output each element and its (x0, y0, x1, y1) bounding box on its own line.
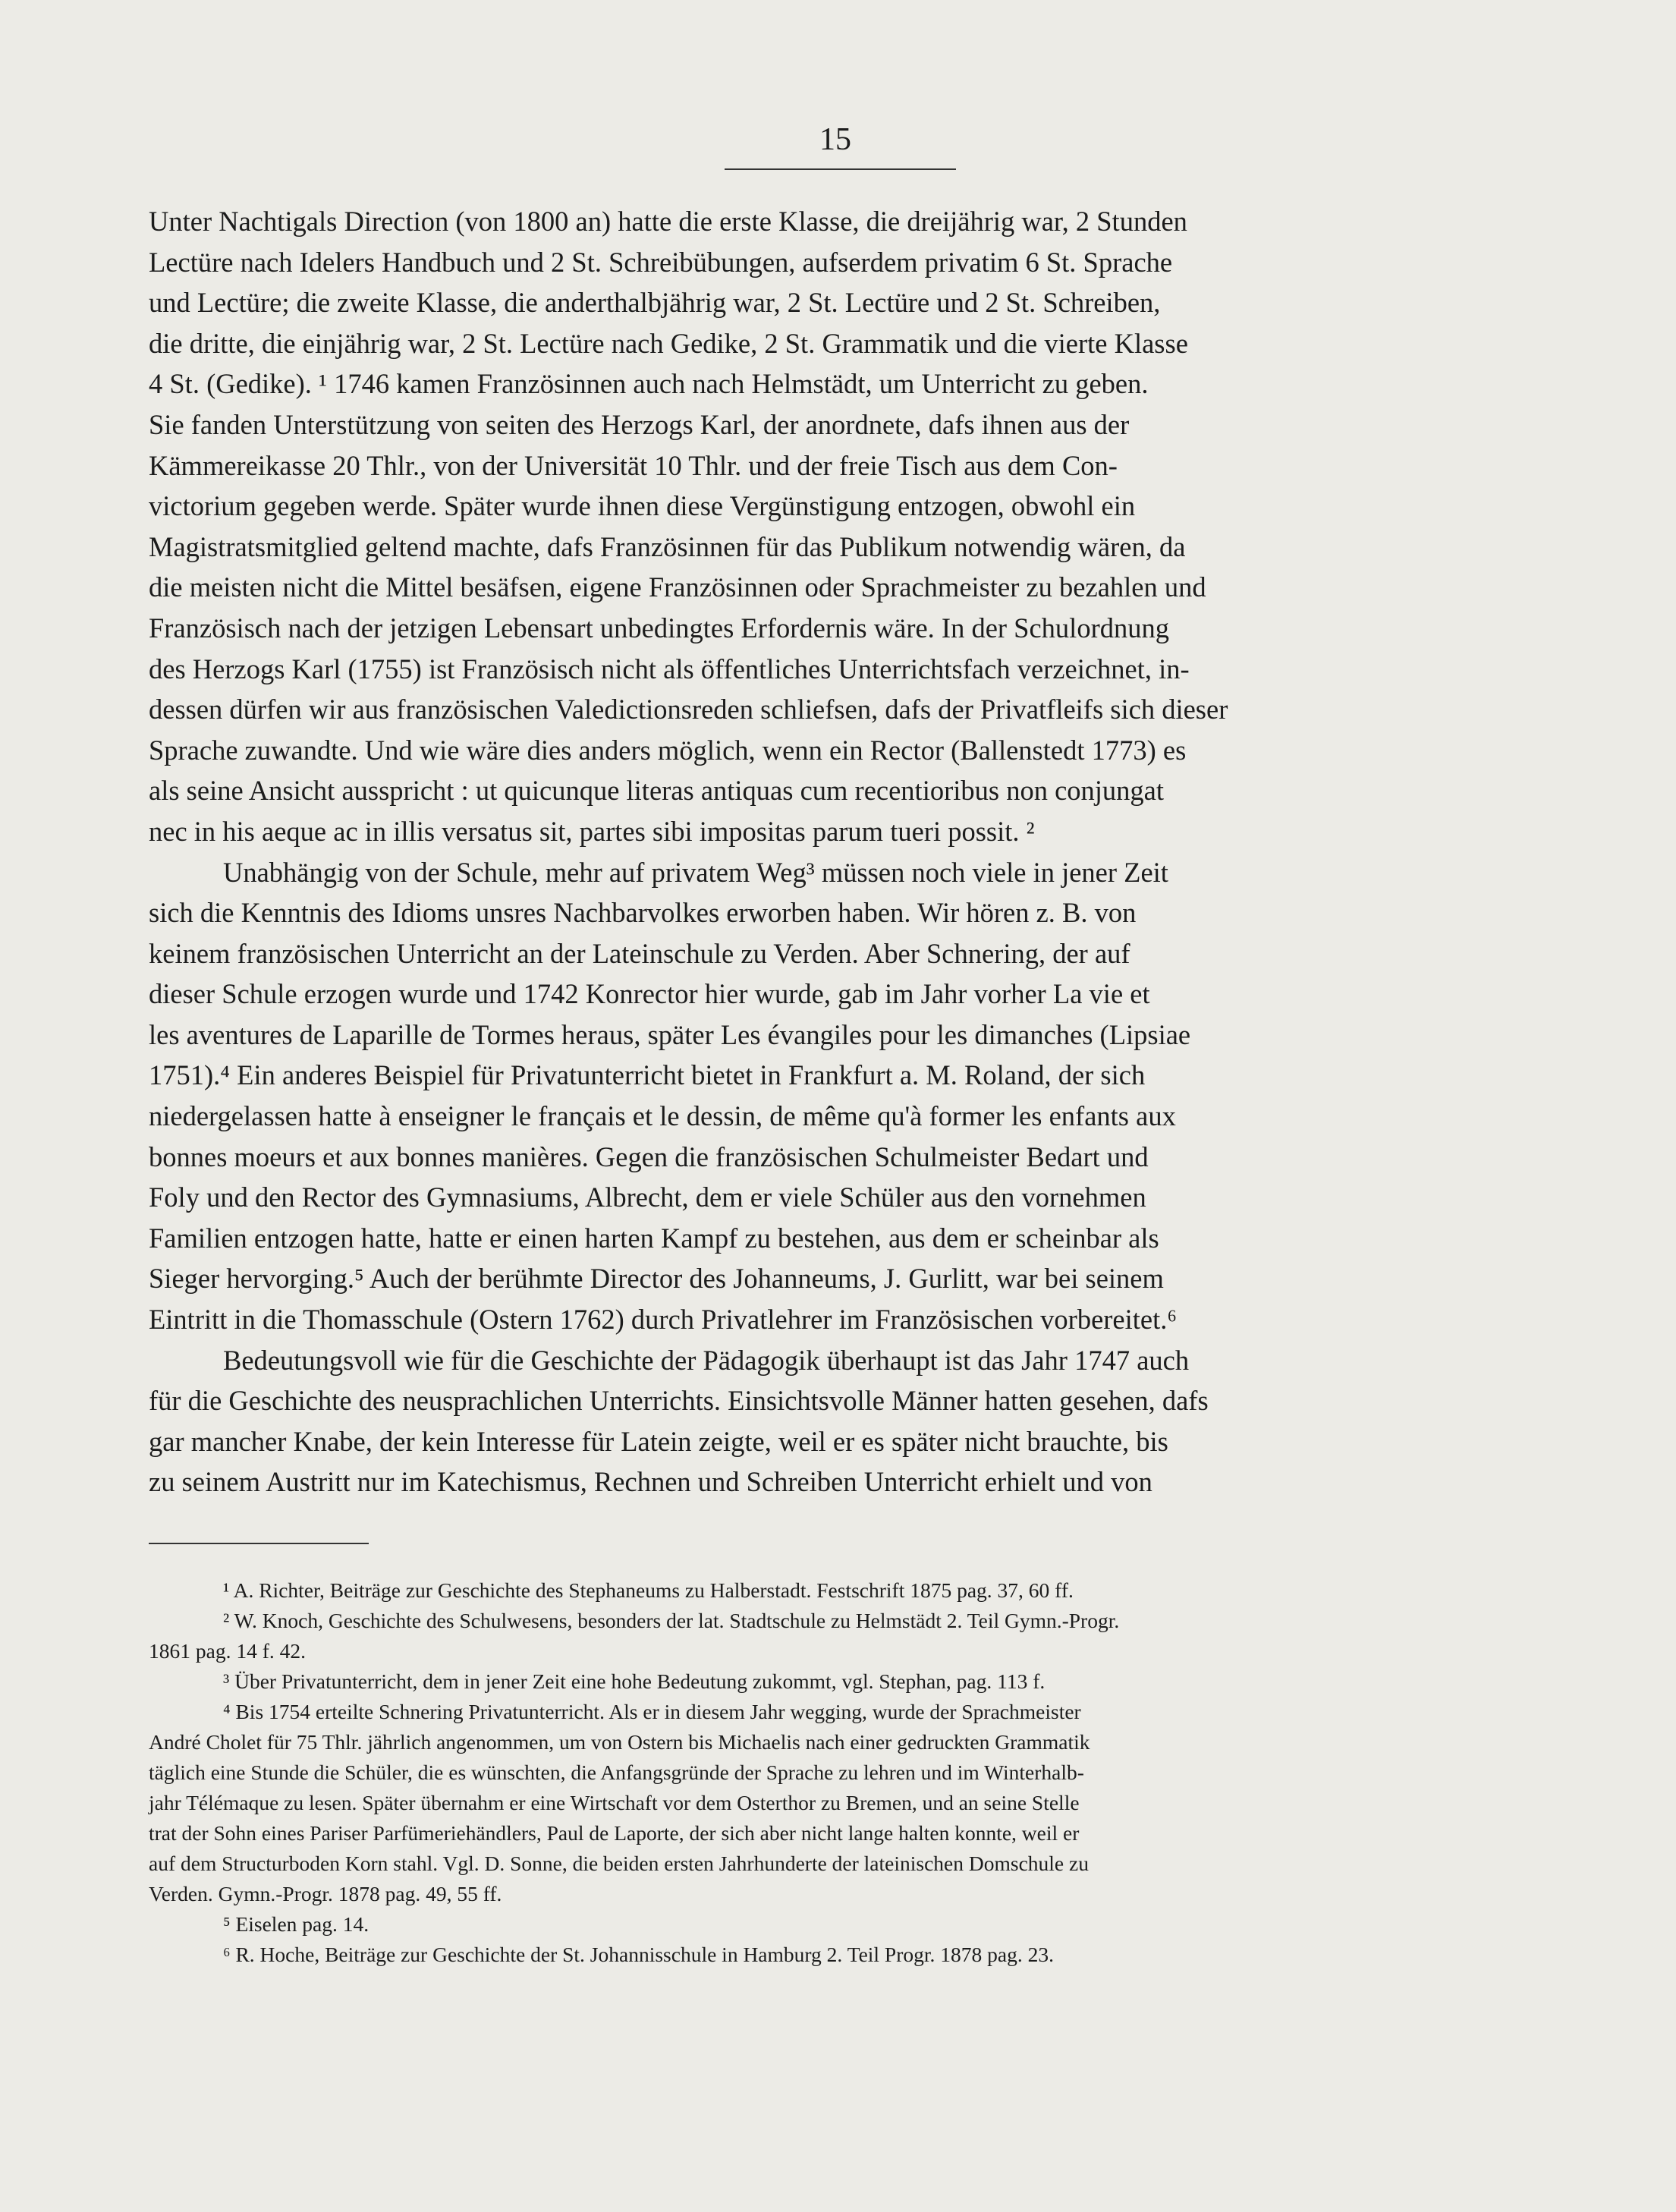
page-number: 15 (819, 122, 851, 157)
footnotes (149, 1575, 1523, 1970)
text-line: gar mancher Knabe, der kein Interesse für Latein zeigte, weil er es später nicht brauchte, bis (149, 1425, 1168, 1457)
text-line: Eintritt in die Thomasschule (Ostern 1762) durch Privatlehrer im Französischen vorbereitet.⁶ (149, 1304, 1178, 1336)
text-line: Bedeutungsvoll wie für die Geschichte der Pädagogik überhaupt ist das Jahr 1747 auch (223, 1344, 1190, 1376)
text-line: bonnes moeurs et aux bonnes manières. Gegen die französischen Schulmeister Bedart und (149, 1141, 1149, 1172)
text-line: Kämmereikasse 20 Thlr., von der Universität 10 Thlr. und der freie Tisch aus dem Con- (149, 449, 1118, 481)
text-line: dieser Schule erzogen wurde und 1742 Konrector hier wurde, gab im Jahr vorher La vie et (149, 978, 1150, 1010)
text-line: Magistratsmitglied geltend machte, dafs Französinnen für das Publikum notwendig wären, da (149, 530, 1186, 562)
paragraph-2 (149, 852, 1523, 1340)
footnote-line: täglich eine Stunde die Schüler, die es wünschten, die Anfangsgründe der Sprache zu lehren und im Winterhalb- (149, 1760, 1084, 1784)
main-text (149, 201, 1523, 1502)
text-line: Lectüre nach Idelers Handbuch und 2 St. Schreibübungen, aufserdem privatim 6 St. Sprache (149, 246, 1173, 278)
text-line: 1751).⁴ Ein anderes Beispiel für Privatunterricht bietet in Frankfurt a. M. Roland, der sich (149, 1059, 1146, 1091)
text-line: nec in his aeque ac in illis versatus sit, partes sibi impositas parum tueri possit. ² (149, 815, 1035, 847)
text-line: Familien entzogen hatte, hatte er einen harten Kampf zu bestehen, aus dem er scheinbar als (149, 1222, 1159, 1254)
text-line: die meisten nicht die Mittel besäfsen, eigene Französinnen oder Sprachmeister zu bezahlen und (149, 571, 1206, 603)
footnote-1 (149, 1575, 1523, 1606)
text-line: les aventures de Laparille de Tormes heraus, später Les évangiles pour les dimanches (Lipsiae (149, 1018, 1191, 1050)
paragraph-3 (149, 1340, 1523, 1502)
footnote-3 (149, 1666, 1523, 1697)
text-line: Sie fanden Unterstützung von seiten des Herzogs Karl, der anordnete, dafs ihnen aus der (149, 408, 1130, 440)
text-line: dessen dürfen wir aus französischen Valedictionsreden schliefsen, dafs der Privatfleifs sich dieser (149, 694, 1228, 725)
text-line: Foly und den Rector des Gymnasiums, Albrecht, dem er viele Schüler aus den vornehmen (149, 1182, 1146, 1213)
paragraph-1 (149, 201, 1523, 852)
text-line: Französisch nach der jetzigen Lebensart unbedingtes Erfordernis wäre. In der Schulordnung (149, 612, 1169, 643)
footnote-line: André Cholet für 75 Thlr. jährlich angenommen, um von Ostern bis Michaelis nach einer gedruckten Grammatik (149, 1730, 1090, 1754)
text-line: für die Geschichte des neusprachlichen Unterrichts. Einsichtsvolle Männer hatten gesehen, dafs (149, 1385, 1209, 1417)
text-line: Unabhängig von der Schule, mehr auf privatem Weg³ müssen noch viele in jener Zeit (223, 856, 1168, 888)
text-line: zu seinem Austritt nur im Katechismus, Rechnen und Schreiben Unterricht erhielt und von (149, 1466, 1152, 1498)
text-line: des Herzogs Karl (1755) ist Französisch nicht als öffentliches Unterrichtsfach verzeichnet, in- (149, 653, 1190, 684)
footnote-line: ⁶ R. Hoche, Beiträge zur Geschichte der St. Johannisschule in Hamburg 2. Teil Progr. 1878 pag. 23. (223, 1943, 1054, 1966)
footnote-6 (149, 1940, 1523, 1970)
text-line: 4 St. (Gedike). ¹ 1746 kamen Französinnen auch nach Helmstädt, um Unterricht zu geben. (149, 368, 1149, 400)
text-line: die dritte, die einjährig war, 2 St. Lectüre nach Gedike, 2 St. Grammatik und die vierte Klasse (149, 327, 1188, 359)
footnote-line: ⁵ Eiselen pag. 14. (223, 1912, 369, 1936)
text-line: Sprache zuwandte. Und wie wäre dies anders möglich, wenn ein Rector (Ballenstedt 1773) es (149, 734, 1187, 766)
footnote-line: ⁴ Bis 1754 erteilte Schnering Privatunterricht. Als er in diesem Jahr wegging, wurde der Sprachmeister (223, 1700, 1081, 1723)
text-line: keinem französischen Unterricht an der Lateinschule zu Verden. Aber Schnering, der auf (149, 937, 1130, 969)
text-line: victorium gegeben werde. Später wurde ihnen diese Vergünstigung entzogen, obwohl ein (149, 490, 1136, 522)
text-line: sich die Kenntnis des Idioms unsres Nachbarvolkes erworben haben. Wir hören z. B. von (149, 897, 1137, 929)
footnote-line: jahr Télémaque zu lesen. Später übernahm er eine Wirtschaft vor dem Osterthor zu Bremen, und an seine Stelle (149, 1791, 1080, 1814)
footnote-line: ¹ A. Richter, Beiträge zur Geschichte des Stephaneums zu Halberstadt. Festschrift 1875 pag. 37, 60 ff. (223, 1578, 1074, 1602)
text-line: Sieger hervorging.⁵ Auch der berühmte Director des Johanneums, J. Gurlitt, war bei seinem (149, 1263, 1164, 1295)
footnote-4 (149, 1697, 1523, 1909)
text-line: Unter Nachtigals Direction (von 1800 an) hatte die erste Klasse, die dreijährig war, 2 Stunden (149, 206, 1187, 237)
header-rule (725, 168, 956, 170)
footnote-line: trat der Sohn eines Pariser Parfümeriehändlers, Paul de Laporte, der sich aber nicht lange halten konnte, weil er (149, 1821, 1080, 1845)
footnote-line: Verden. Gymn.-Progr. 1878 pag. 49, 55 ff. (149, 1882, 502, 1905)
footnote-line: ³ Über Privatunterricht, dem in jener Zeit eine hohe Bedeutung zukommt, vgl. Stephan, pag. 113 f. (223, 1669, 1046, 1693)
text-line: niedergelassen hatte à enseigner le français et le dessin, de même qu'à former les enfants aux (149, 1100, 1176, 1132)
footnote-line: 1861 pag. 14 f. 42. (149, 1639, 306, 1663)
text-line: als seine Ansicht ausspricht : ut quicunque literas antiquas cum recentioribus non conjungat (149, 775, 1165, 807)
footnote-5 (149, 1909, 1523, 1940)
footnote-line: auf dem Structurboden Korn stahl. Vgl. D. Sonne, die beiden ersten Jahrhunderte der lateinischen Domschule zu (149, 1852, 1089, 1875)
footnote-line: ² W. Knoch, Geschichte des Schulwesens, besonders der lat. Stadtschule zu Helmstädt 2. Teil Gymn.-Progr. (223, 1609, 1120, 1632)
footnote-rule (149, 1543, 369, 1544)
text-line: und Lectüre; die zweite Klasse, die anderthalbjährig war, 2 St. Lectüre und 2 St. Schreiben, (149, 287, 1161, 319)
footnote-2 (149, 1606, 1523, 1666)
